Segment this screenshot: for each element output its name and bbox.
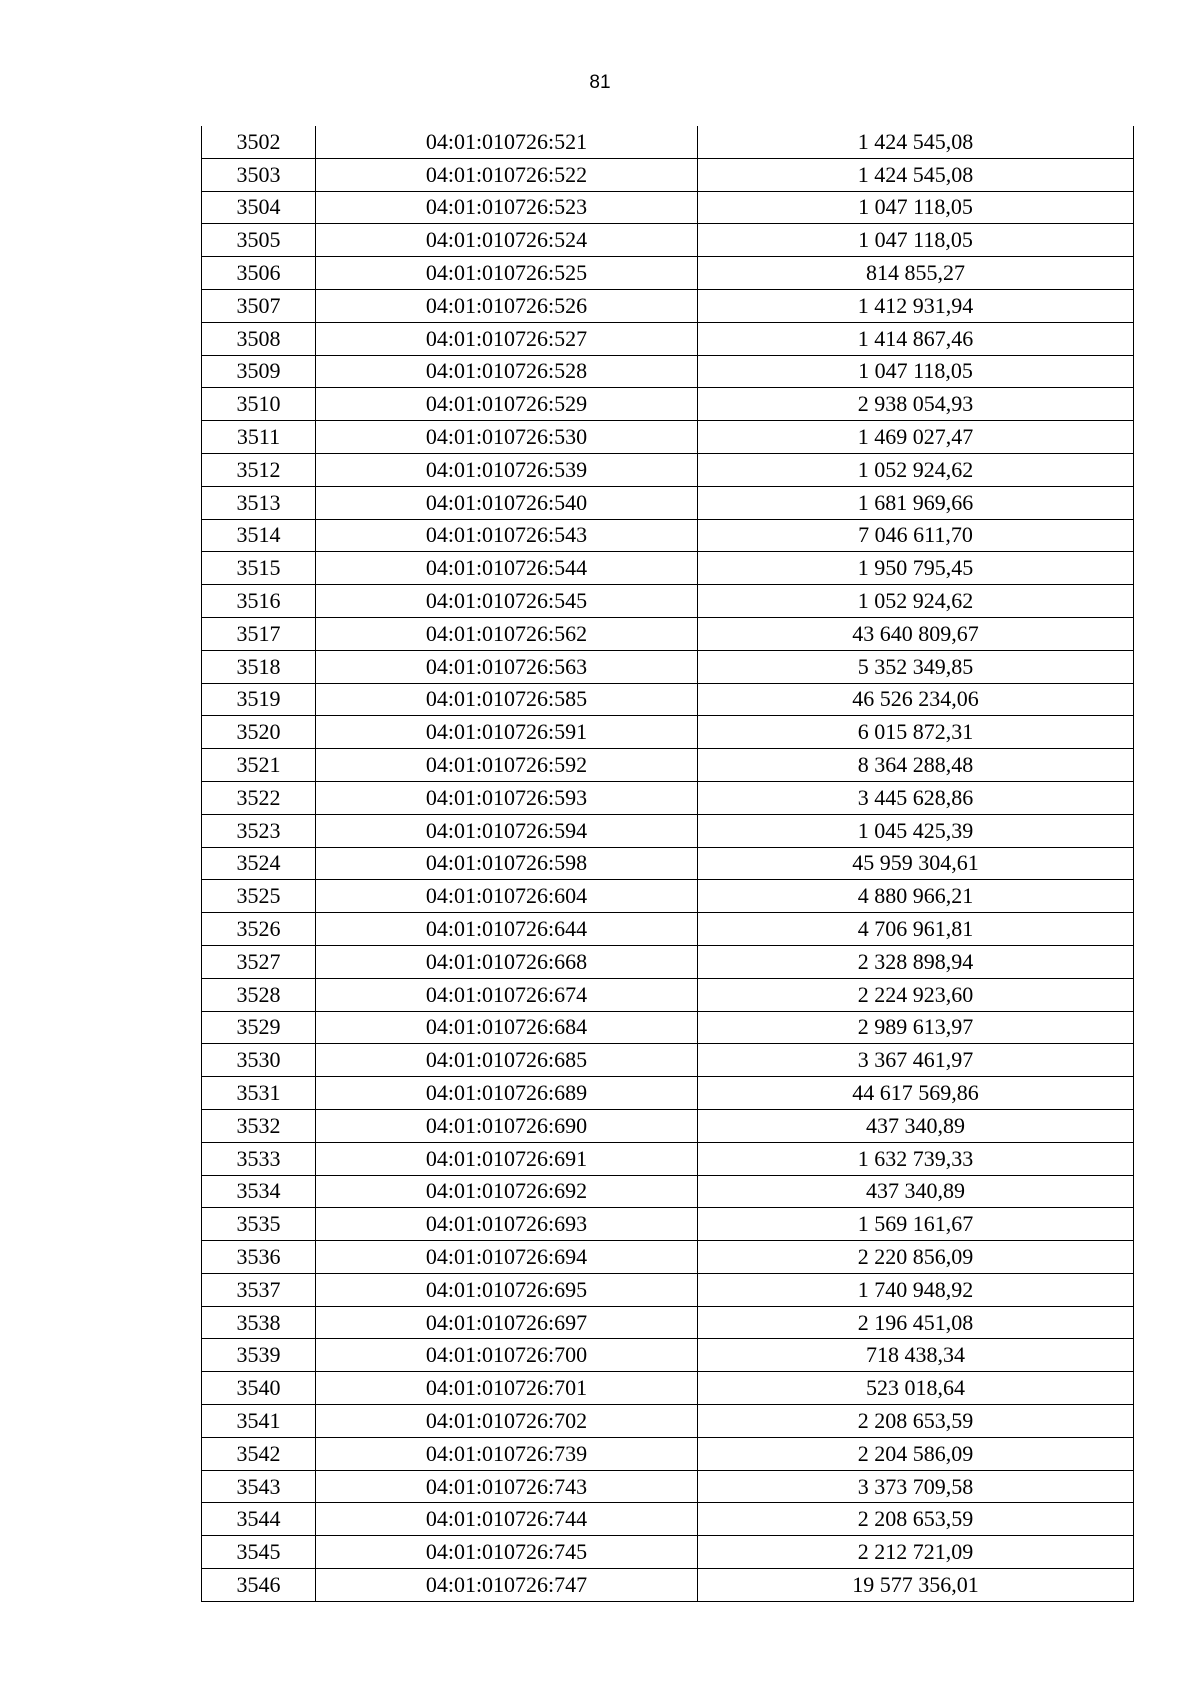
row-number-cell: 3542 [202,1437,316,1470]
table-row [202,1339,1134,1372]
row-number-cell: 3536 [202,1241,316,1274]
table-row [202,716,1134,749]
row-number-cell: 3530 [202,1044,316,1077]
row-number-cell: 3538 [202,1306,316,1339]
table-row [202,847,1134,880]
cadastral-value-cell: 2 938 054,93 [698,388,1134,421]
table-row [202,781,1134,814]
cadastral-number-cell: 04:01:010726:693 [316,1208,698,1241]
row-number-cell: 3546 [202,1569,316,1602]
cadastral-number-cell: 04:01:010726:604 [316,880,698,913]
cadastral-value-cell: 1 414 867,46 [698,322,1134,355]
row-number-cell: 3545 [202,1536,316,1569]
cadastral-number-cell: 04:01:010726:644 [316,913,698,946]
cadastral-value-cell: 8 364 288,48 [698,749,1134,782]
table-row [202,1372,1134,1405]
row-number-cell: 3531 [202,1077,316,1110]
table-row [202,519,1134,552]
cadastral-value-cell: 718 438,34 [698,1339,1134,1372]
row-number-cell: 3504 [202,191,316,224]
table-row [202,880,1134,913]
row-number-cell: 3516 [202,585,316,618]
table-row [202,322,1134,355]
row-number-cell: 3507 [202,289,316,322]
cadastral-number-cell: 04:01:010726:540 [316,486,698,519]
row-number-cell: 3535 [202,1208,316,1241]
row-number-cell: 3528 [202,978,316,1011]
cadastral-value-cell: 1 052 924,62 [698,453,1134,486]
cadastral-number-cell: 04:01:010726:702 [316,1405,698,1438]
table-row [202,1569,1134,1602]
table-row [202,617,1134,650]
cadastral-value-cell: 1 424 545,08 [698,126,1134,158]
row-number-cell: 3513 [202,486,316,519]
cadastral-value-cell: 1 045 425,39 [698,814,1134,847]
table-row [202,1208,1134,1241]
cadastral-number-cell: 04:01:010726:684 [316,1011,698,1044]
cadastral-value-cell: 1 047 118,05 [698,224,1134,257]
cadastral-number-cell: 04:01:010726:523 [316,191,698,224]
row-number-cell: 3532 [202,1109,316,1142]
table-row [202,453,1134,486]
cadastral-number-cell: 04:01:010726:743 [316,1470,698,1503]
table-body [202,126,1134,1601]
row-number-cell: 3533 [202,1142,316,1175]
table-row [202,552,1134,585]
cadastral-value-cell: 46 526 234,06 [698,683,1134,716]
table-row [202,355,1134,388]
row-number-cell: 3539 [202,1339,316,1372]
table-row [202,224,1134,257]
cadastral-value-cell: 1 412 931,94 [698,289,1134,322]
cadastral-value-cell: 1 424 545,08 [698,158,1134,191]
cadastral-number-cell: 04:01:010726:697 [316,1306,698,1339]
cadastral-value-cell: 3 367 461,97 [698,1044,1134,1077]
row-number-cell: 3512 [202,453,316,486]
table-row [202,978,1134,1011]
cadastral-value-cell: 4 706 961,81 [698,913,1134,946]
cadastral-number-cell: 04:01:010726:539 [316,453,698,486]
cadastral-number-cell: 04:01:010726:545 [316,585,698,618]
table-row [202,1044,1134,1077]
cadastral-number-cell: 04:01:010726:543 [316,519,698,552]
table-row [202,683,1134,716]
cadastral-value-cell: 3 445 628,86 [698,781,1134,814]
table-row [202,1536,1134,1569]
cadastral-value-cell: 523 018,64 [698,1372,1134,1405]
row-number-cell: 3509 [202,355,316,388]
cadastral-value-cell: 1 047 118,05 [698,191,1134,224]
cadastral-number-cell: 04:01:010726:745 [316,1536,698,1569]
cadastral-value-cell: 437 340,89 [698,1109,1134,1142]
row-number-cell: 3520 [202,716,316,749]
table-row [202,388,1134,421]
row-number-cell: 3523 [202,814,316,847]
row-number-cell: 3521 [202,749,316,782]
cadastral-number-cell: 04:01:010726:685 [316,1044,698,1077]
row-number-cell: 3522 [202,781,316,814]
table-row [202,158,1134,191]
cadastral-number-cell: 04:01:010726:694 [316,1241,698,1274]
table-row [202,945,1134,978]
row-number-cell: 3543 [202,1470,316,1503]
cadastral-value-cell: 4 880 966,21 [698,880,1134,913]
cadastral-number-cell: 04:01:010726:691 [316,1142,698,1175]
row-number-cell: 3541 [202,1405,316,1438]
table-row [202,650,1134,683]
table-row [202,486,1134,519]
table-row [202,126,1134,158]
cadastral-value-cell: 2 989 613,97 [698,1011,1134,1044]
cadastral-number-cell: 04:01:010726:524 [316,224,698,257]
table-row [202,1077,1134,1110]
cadastral-number-cell: 04:01:010726:522 [316,158,698,191]
cadastral-value-cell: 1 681 969,66 [698,486,1134,519]
row-number-cell: 3529 [202,1011,316,1044]
table-row [202,1011,1134,1044]
cadastral-number-cell: 04:01:010726:544 [316,552,698,585]
cadastral-value-cell: 19 577 356,01 [698,1569,1134,1602]
row-number-cell: 3518 [202,650,316,683]
cadastral-number-cell: 04:01:010726:530 [316,421,698,454]
row-number-cell: 3511 [202,421,316,454]
row-number-cell: 3514 [202,519,316,552]
cadastral-number-cell: 04:01:010726:529 [316,388,698,421]
row-number-cell: 3544 [202,1503,316,1536]
cadastral-value-cell: 3 373 709,58 [698,1470,1134,1503]
cadastral-value-table [201,126,1134,1602]
table-row [202,749,1134,782]
cadastral-number-cell: 04:01:010726:592 [316,749,698,782]
cadastral-value-cell: 45 959 304,61 [698,847,1134,880]
cadastral-number-cell: 04:01:010726:594 [316,814,698,847]
cadastral-value-cell: 44 617 569,86 [698,1077,1134,1110]
table-row [202,191,1134,224]
row-number-cell: 3515 [202,552,316,585]
cadastral-value-cell: 7 046 611,70 [698,519,1134,552]
cadastral-value-cell: 814 855,27 [698,257,1134,290]
cadastral-value-cell: 5 352 349,85 [698,650,1134,683]
table-row [202,814,1134,847]
page-number: 81 [589,72,611,93]
cadastral-value-cell: 1 740 948,92 [698,1273,1134,1306]
table-row [202,421,1134,454]
cadastral-value-cell: 1 950 795,45 [698,552,1134,585]
cadastral-number-cell: 04:01:010726:593 [316,781,698,814]
table-row [202,289,1134,322]
cadastral-number-cell: 04:01:010726:585 [316,683,698,716]
table-row [202,1503,1134,1536]
table-row [202,1241,1134,1274]
cadastral-value-cell: 2 208 653,59 [698,1405,1134,1438]
row-number-cell: 3537 [202,1273,316,1306]
table-row [202,1109,1134,1142]
cadastral-value-cell: 1 047 118,05 [698,355,1134,388]
row-number-cell: 3517 [202,617,316,650]
cadastral-value-cell: 2 212 721,09 [698,1536,1134,1569]
cadastral-number-cell: 04:01:010726:563 [316,650,698,683]
cadastral-value-cell: 2 204 586,09 [698,1437,1134,1470]
row-number-cell: 3526 [202,913,316,946]
cadastral-value-cell: 6 015 872,31 [698,716,1134,749]
cadastral-value-cell: 437 340,89 [698,1175,1134,1208]
row-number-cell: 3534 [202,1175,316,1208]
cadastral-value-cell: 2 224 923,60 [698,978,1134,1011]
cadastral-number-cell: 04:01:010726:689 [316,1077,698,1110]
cadastral-number-cell: 04:01:010726:598 [316,847,698,880]
table-row [202,1306,1134,1339]
cadastral-value-cell: 43 640 809,67 [698,617,1134,650]
table-row [202,585,1134,618]
table-row [202,1405,1134,1438]
table-row [202,1437,1134,1470]
cadastral-value-cell: 1 632 739,33 [698,1142,1134,1175]
cadastral-number-cell: 04:01:010726:525 [316,257,698,290]
cadastral-value-cell: 2 196 451,08 [698,1306,1134,1339]
row-number-cell: 3510 [202,388,316,421]
cadastral-value-cell: 1 469 027,47 [698,421,1134,454]
cadastral-value-cell: 2 208 653,59 [698,1503,1134,1536]
row-number-cell: 3503 [202,158,316,191]
row-number-cell: 3540 [202,1372,316,1405]
cadastral-number-cell: 04:01:010726:700 [316,1339,698,1372]
cadastral-number-cell: 04:01:010726:521 [316,126,698,158]
cadastral-number-cell: 04:01:010726:526 [316,289,698,322]
cadastral-value-cell: 2 220 856,09 [698,1241,1134,1274]
cadastral-number-cell: 04:01:010726:562 [316,617,698,650]
cadastral-number-cell: 04:01:010726:668 [316,945,698,978]
cadastral-number-cell: 04:01:010726:528 [316,355,698,388]
cadastral-number-cell: 04:01:010726:527 [316,322,698,355]
cadastral-value-cell: 1 052 924,62 [698,585,1134,618]
cadastral-value-cell: 1 569 161,67 [698,1208,1134,1241]
table-row [202,1142,1134,1175]
table-row [202,913,1134,946]
row-number-cell: 3524 [202,847,316,880]
table-row [202,1175,1134,1208]
cadastral-number-cell: 04:01:010726:692 [316,1175,698,1208]
row-number-cell: 3502 [202,126,316,158]
table-row [202,1470,1134,1503]
table-row [202,257,1134,290]
row-number-cell: 3527 [202,945,316,978]
cadastral-number-cell: 04:01:010726:701 [316,1372,698,1405]
table-row [202,1273,1134,1306]
cadastral-number-cell: 04:01:010726:744 [316,1503,698,1536]
row-number-cell: 3508 [202,322,316,355]
cadastral-number-cell: 04:01:010726:747 [316,1569,698,1602]
row-number-cell: 3506 [202,257,316,290]
cadastral-number-cell: 04:01:010726:690 [316,1109,698,1142]
row-number-cell: 3519 [202,683,316,716]
cadastral-number-cell: 04:01:010726:695 [316,1273,698,1306]
row-number-cell: 3505 [202,224,316,257]
row-number-cell: 3525 [202,880,316,913]
cadastral-value-cell: 2 328 898,94 [698,945,1134,978]
cadastral-number-cell: 04:01:010726:674 [316,978,698,1011]
cadastral-number-cell: 04:01:010726:591 [316,716,698,749]
cadastral-number-cell: 04:01:010726:739 [316,1437,698,1470]
